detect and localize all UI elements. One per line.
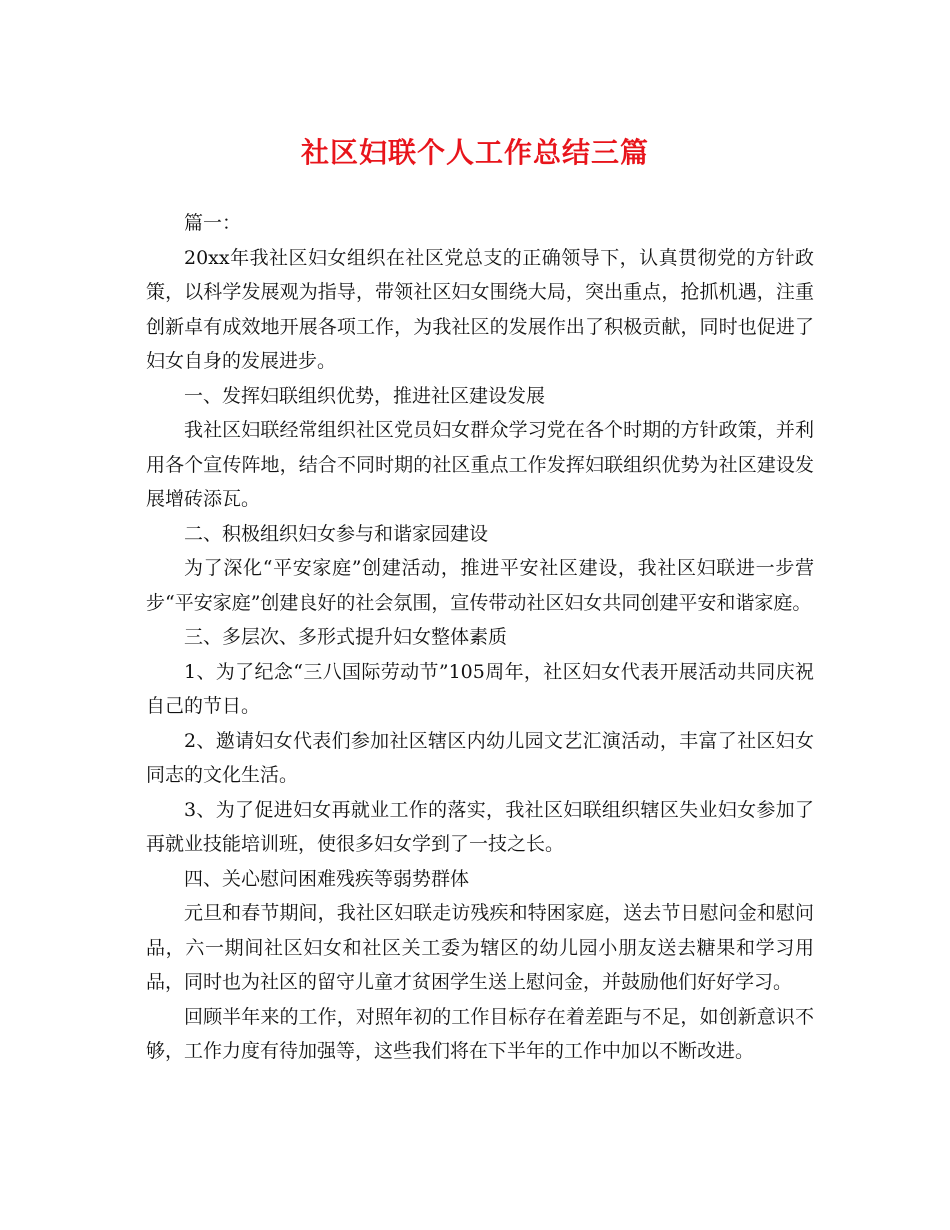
- section-2-paragraph: 为了深化“平安家庭”创建活动，推进平安社区建设，我社区妇联进一步营步“平安家庭”创建良好的社会氛围，宣传带动社区妇女共同创建平安和谐家庭。: [146, 557, 814, 614]
- closing-paragraph: 回顾半年来的工作，对照年初的工作目标存在着差距与不足，如创新意识不够，工作力度有待加强等，这些我们将在下半年的工作中加以不断改进。: [146, 1005, 814, 1062]
- section-heading-3: 三、多层次、多形式提升妇女整体素质: [184, 626, 508, 648]
- section-4-paragraph: 元旦和春节期间，我社区妇联走访残疾和特困家庭，送去节日慰问金和慰问品，六一期间社区妇女和社区关工委为辖区的幼儿园小朋友送去糖果和学习用品，同时也为社区的留守儿童才贫困学生送上慰问金，并鼓励他们好好学习。: [146, 902, 814, 993]
- section-heading-4: 四、关心慰问困难残疾等弱势群体: [184, 867, 470, 890]
- intro-paragraph: 20xx年我社区妇女组织在社区党总支的正确领导下，认真贯彻党的方针政策，以科学发展观为指导，带领社区妇女围绕大局，突出重点，抢抓机遇，注重创新卓有成效地开展各项工作，为我社区的发展作出了积极贡献，同时也促进了妇女自身的发展进步。: [146, 246, 814, 372]
- section-label-part-one: 篇一：: [184, 212, 242, 234]
- document-body: [146, 206, 814, 1069]
- section-1-paragraph: 我社区妇联经常组织社区党员妇女群众学习党在各个时期的方针政策，并利用各个宣传阵地，结合不同时期的社区重点工作发挥妇联组织优势为社区建设发展增砖添瓦。: [146, 419, 814, 510]
- section-heading-1: 一、发挥妇联组织优势，推进社区建设发展: [184, 384, 546, 407]
- list-item-1: 1、为了纪念“三八国际劳动节”105周年，社区妇女代表开展活动共同庆祝自己的节日。: [146, 660, 814, 717]
- list-item-2: 2、邀请妇女代表们参加社区辖区内幼儿园文艺汇演活动，丰富了社区妇女同志的文化生活。: [146, 729, 814, 786]
- section-heading-2: 二、积极组织妇女参与和谐家园建设: [184, 522, 489, 545]
- document-title: 社区妇联个人工作总结三篇: [300, 136, 649, 169]
- list-item-3: 3、为了促进妇女再就业工作的落实，我社区妇联组织辖区失业妇女参加了再就业技能培训班，使很多妇女学到了一技之长。: [146, 798, 814, 855]
